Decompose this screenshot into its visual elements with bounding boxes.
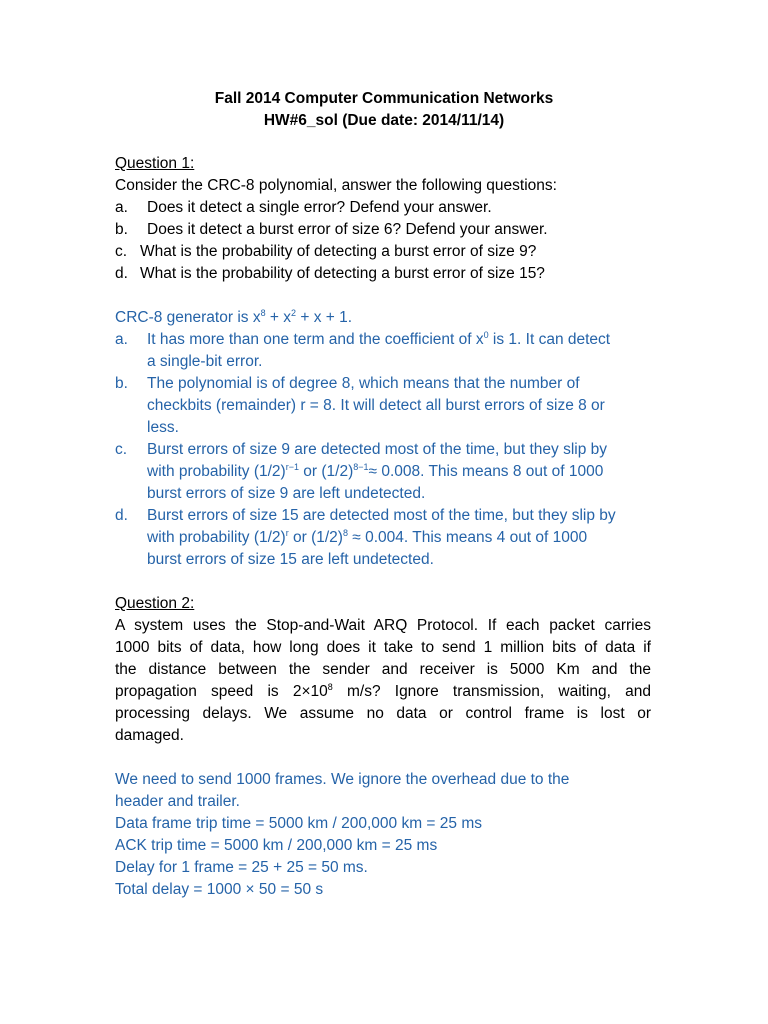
answer-text: with probability $(1/2)^{r-1}$ or $(1/2)^{8-1}\approx 0.008$. This means 8 out of 1000 <box>147 462 604 480</box>
answer-text: burst errors of size 15 are left undetected. <box>147 551 434 568</box>
question-2-body-line: processing delays. We assume no data or control frame is lost or <box>115 705 651 722</box>
crc-generator-line: CRC-8 generator is $x^8 + x^2 + x + 1$. <box>115 308 353 326</box>
question-text: What is the probability of detecting a burst error of size 9? <box>140 243 537 260</box>
answer-2-line: Data frame trip time = 5000 km / 200,000 km = 25 ms <box>115 815 482 832</box>
list-marker: b. <box>115 221 128 238</box>
answer-text: It has more than one term and the coefficient of $x^0$ is 1. It can detect <box>147 330 611 348</box>
question-text: What is the probability of detecting a burst error of size 15? <box>140 265 545 282</box>
answer-text: Burst errors of size 15 are detected most of the time, but they slip by <box>147 507 616 524</box>
list-marker: a. <box>115 331 128 348</box>
question-2-body-line: A system uses the Stop-and-Wait ARQ Protocol. If each packet carries <box>115 617 651 634</box>
question-2-body-line: propagation speed is $2\times 10^8$ m/s? Ignore transmission, waiting, and <box>115 682 651 700</box>
list-marker: d. <box>115 507 128 524</box>
answer-2-line: Total delay = 1000 × 50 = 50 s <box>115 881 324 898</box>
list-marker: c. <box>115 243 128 260</box>
answer-text: The polynomial is of degree 8, which means that the number of <box>147 375 580 392</box>
answer-2-line: header and trailer. <box>115 793 240 810</box>
answer-text: less. <box>147 419 179 436</box>
answer-2-line: Delay for 1 frame = 25 + 25 = 50 ms. <box>115 859 368 876</box>
document-subtitle: HW#6_sol (Due date: 2014/11/14) <box>263 112 505 129</box>
question-text: Does it detect a burst error of size 6? Defend your answer. <box>147 221 548 238</box>
answer-2-line: ACK trip time = 5000 km / 200,000 km = 25 ms <box>115 837 438 854</box>
document-title: Fall 2014 Computer Communication Networks <box>214 90 554 107</box>
list-marker: a. <box>115 199 128 216</box>
answer-text: Burst errors of size 9 are detected most of the time, but they slip by <box>147 441 608 458</box>
answer-2-line: We need to send 1000 frames. We ignore the overhead due to the <box>115 771 570 788</box>
answer-text: burst errors of size 9 are left undetected. <box>147 485 426 502</box>
question-2-heading: Question 2: <box>115 595 195 612</box>
answer-text: with probability $(1/2)^r$ or $(1/2)^8 \approx 0.004$. This means 4 out of 1000 <box>147 528 588 546</box>
answer-text: checkbits (remainder) r = 8. It will detect all burst errors of size 8 or <box>147 397 605 414</box>
question-1-heading: Question 1: <box>115 155 195 172</box>
list-marker: d. <box>115 265 128 282</box>
question-2-body-line: damaged. <box>115 727 184 744</box>
question-1-intro: Consider the CRC-8 polynomial, answer the following questions: <box>115 177 557 194</box>
list-marker: c. <box>115 441 128 458</box>
question-2-body-line: 1000 bits of data, how long does it take to send 1 million bits of data if <box>115 639 651 656</box>
list-marker: b. <box>115 375 128 392</box>
question-text: Does it detect a single error? Defend your answer. <box>147 199 492 216</box>
question-2-body-line: the distance between the sender and receiver is 5000 Km and the <box>115 661 651 678</box>
answer-text: a single-bit error. <box>147 353 263 370</box>
